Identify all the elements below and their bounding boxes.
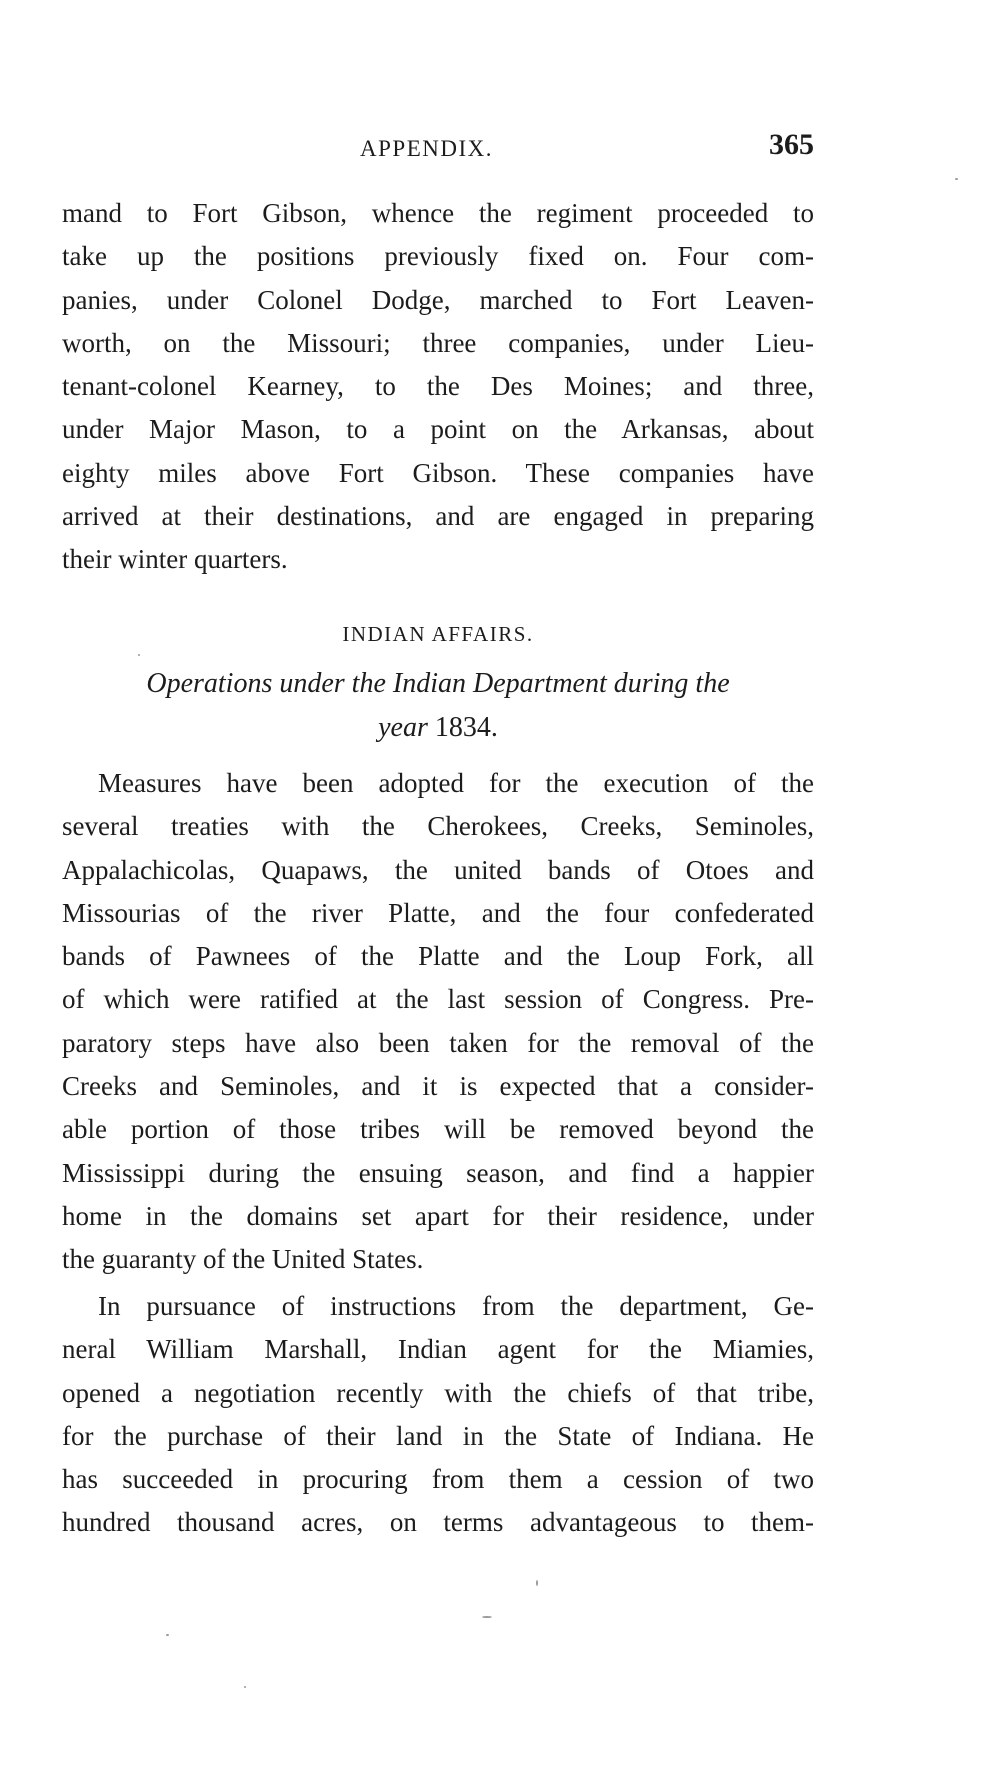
text-line: tenant-colonel Kearney, to the Des Moines; and three, (62, 371, 814, 402)
text-line: arrived at their destinations, and are engaged in preparing (62, 501, 814, 532)
text-line: under Major Mason, to a point on the Arkansas, about (62, 414, 814, 445)
text-line: Mississippi during the ensuing season, and find a happier (62, 1157, 814, 1188)
text-line: of which were ratified at the last session of Congress. Pre- (62, 984, 814, 1015)
text-line: Appalachicolas, Quapaws, the united bands of Otoes and (62, 854, 814, 885)
scan-speck (955, 178, 958, 180)
scan-speck (138, 654, 140, 656)
text-line: able portion of those tribes will be removed beyond the (62, 1114, 814, 1145)
running-title: APPENDIX. (360, 136, 493, 161)
text-line: home in the domains set apart for their residence, under (62, 1200, 814, 1231)
text-line: paratory steps have also been taken for the removal of the (62, 1027, 814, 1058)
scan-speck (536, 1580, 538, 1586)
text-line: their winter quarters. (62, 544, 288, 575)
scan-speck (166, 1634, 169, 1636)
text-line: for the purchase of their land in the State of Indiana. He (62, 1420, 814, 1451)
text-line: neral William Marshall, Indian agent for the Miamies, (62, 1334, 814, 1365)
text-line: eighty miles above Fort Gibson. These companies have (62, 457, 814, 488)
subtitle-year-word: year (378, 712, 428, 743)
text-line: Measures have been adopted for the execution of the (98, 768, 814, 798)
text-line: the guaranty of the United States. (62, 1244, 424, 1275)
scan-speck (482, 1616, 492, 1618)
text-line: mand to Fort Gibson, whence the regiment proceeded to (62, 198, 814, 228)
text-line: has succeeded in procuring from them a cession of two (62, 1464, 814, 1495)
section-heading: INDIAN AFFAIRS. (342, 622, 534, 646)
text-line: bands of Pawnees of the Platte and the Loup Fork, all (62, 941, 814, 972)
section-subtitle (62, 662, 814, 750)
text-line: Creeks and Seminoles, and it is expected that a consider- (62, 1071, 814, 1102)
text-line: Missourias of the river Platte, and the four confederated (62, 897, 814, 928)
paragraph-pursuance (62, 1285, 814, 1545)
subtitle-year: 1834. (434, 712, 498, 743)
text-line: opened a negotiation recently with the chiefs of that tribe, (62, 1377, 814, 1408)
running-head (62, 128, 814, 172)
subtitle-line: Operations under the Indian Department during the (146, 668, 730, 699)
paragraph-measures (62, 762, 814, 1282)
subtitle-line (62, 706, 814, 750)
text-line: In pursuance of instructions from the department, Ge- (98, 1291, 814, 1321)
paragraph-continuation (62, 192, 814, 582)
text-line: hundred thousand acres, on terms advantageous to them- (62, 1507, 814, 1538)
text-line: panies, under Colonel Dodge, marched to Fort Leaven- (62, 284, 814, 315)
text-line: take up the positions previously fixed on. Four com- (62, 241, 814, 272)
text-line: several treaties with the Cherokees, Creeks, Seminoles, (62, 811, 814, 842)
scan-speck (244, 1686, 246, 1688)
text-line: worth, on the Missouri; three companies, under Lieu- (62, 327, 814, 358)
page-number: 365 (769, 128, 814, 161)
